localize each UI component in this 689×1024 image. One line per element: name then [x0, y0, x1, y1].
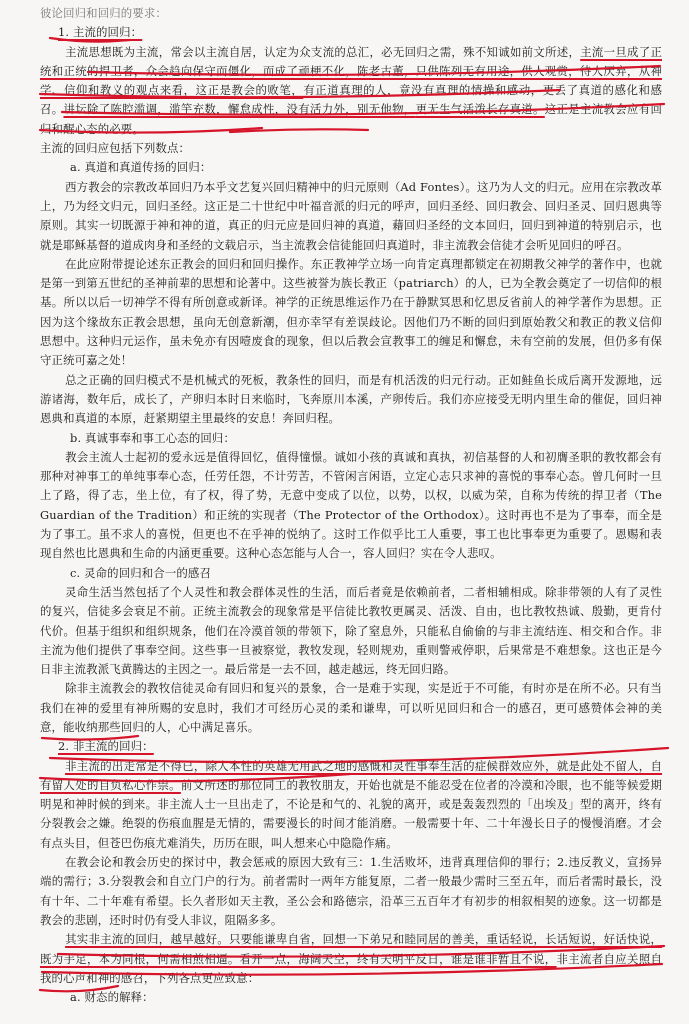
document-body	[40, 4, 662, 1007]
text-span: 这正是主流教会应有回归和醒心态的必要。	[40, 102, 662, 136]
subheading-service: b. 真诚事奉和事工心态的回归：	[70, 430, 236, 445]
heading-underlined: 2. 非主流的回归：	[58, 739, 154, 754]
section-heading-mainstream	[40, 23, 662, 42]
text-span: 有正道真理的人，竟没有真理的情操和感动，更丢了真道的感化和感召。	[40, 83, 662, 117]
subheading-finance: a. 财态的解释：	[70, 990, 154, 1005]
paragraph: 在此应附带提论述东正教会的回归和回归操作。东正教神学立场一向肯定真理都锁定在初期教父神学的著作中，也就是第一到第五世纪的圣神前辈的思想和论著中。这些被誉为族长教正（patriarch）的人，已为全教会奠定了一切信仰的根基。所以以后一切神学不得有所创意或新译。神学的正统思维运作乃在于静默冥思和忆思反省前人的神学著作为思想。正因为这个缘故东正教会思想，虽向无创意新潮，但亦幸罕有差误歧论。因他们乃不断的回归到原始教父和教正的教义信仰思想中。这种归元运作，虽未免亦有因噎废食的现象，但以后教会宣教事工的缠足和懈怠，未有空前的发展，但仍多有保守正统可嘉之处！	[40, 256, 662, 368]
underlined-span: 非主流的出走常是不得已，除人本性的英雄无用武之地的感慨和灵性事奉生活的症候群效应外，就是此处不留人，自有留人处的自负私心作祟。	[40, 758, 662, 792]
underlined-span: 讲坛除了陈腔滥调，滥竽充数，懈怠成性，没有活力外，别无他物，	[63, 102, 416, 117]
paragraph-mainstream-intro	[40, 43, 662, 139]
underlined-span: 其实非主流的回归，越早越好。只要能谦卑自省，回想一下弟兄和睦同居的善美，重话轻说，长话短说，好话快说，既为手足，本为同根，何需相煎相逼。看开一点，海阔天空，终有天明平反日，谁是谁非暂且不说，	[40, 932, 662, 966]
section-heading-non-mainstream	[40, 737, 662, 756]
text-span: 前文所述的那位同工的教牧朋友，开始也就是不能忍受在位者的冷漠和冷眼，也不能等候爱期明晃和神时候的到来。非主流人士一旦出走了，不论是和气的、礼貌的离开，或是轰轰烈烈的「出埃及」型的离开，终有分裂教会之嫌。绝裂的伤痕血腥是无情的，需要漫长的时间才能消磨。一般需要十年、二十年漫长日子的慢慢消磨。才会有点头目，但苍巴伤痕尤难消失，历历在眼，叫人想来心中隐隐作痛。	[40, 777, 662, 850]
list-intro: 主流的回归应包括下列数点：	[40, 141, 191, 156]
paragraph: 灵命生活当然包括了个人灵性和教会群体灵性的生活，而后者竟是依赖前者，二者相辅相成。除非带领的人有了灵性的复兴，信徒多会衰足不前。正统主流教会的现象常是平信徒比教牧更属灵、活泼、自由，也比教牧热诚、殷勤，更肯付代价。但基于组织和组织规条，他们在冷漠首领的带领下，除了窒息外，只能私自偷偷的与非主流结连、相交和合作。非主流为他们提供了事奉空间。这些事一旦被察觉，教牧发现，轻则规劝，重则警戒停职，后果常是不难想象。这也正是今日非主流教派飞黄腾达的主因之一。最后常是一去不回，越走越远，终无回归路。	[40, 584, 662, 677]
subheading-spiritual: c. 灵命的回归和合一的感召	[70, 565, 212, 580]
paragraph: 在教会论和教会历史的探讨中，教会惩戒的原因大致有三：1.生活败坏，违背真理信仰的罪行；2.违反教义，宣扬异端的需行；3.分裂教会和自立门户的行为。前者需时一两年方能复原，二者一般最少需时三至五年，而后者需时最长，没有十年、二十年难有希望。长久者形如天主教，圣公会和路德宗，沿革三五百年才有初步的相叙相契的迹象。这一切都是教会的悲剧，还时时仍有受人非议，阻隔多多。	[40, 855, 662, 927]
paragraph: 西方教会的宗教改革回归乃本乎文艺复兴回归精神中的归元原则（Ad Fontes）。这乃为人文的归元。应用在宗教改革上，乃为经文归元，回归圣经。这正是二十世纪中叶福音派的归元的呼声，回归圣经、回归教会、回归圣灵、回归恩典等原则。其实一切既源于神和神的道，真正的归元应是回归神的真道，藉回归圣经的文本回归，回归到神道的特别启示，也就是耶稣基督的道成肉身和圣经的文载启示，当主流教会信徒能回归真道时，非主流教会信徒才会听见回归的呼召。	[40, 179, 662, 252]
top-line: 彼论回归和回归的要求：	[40, 6, 167, 20]
underlined-span: 更无生气活泼长存真道。	[415, 102, 545, 117]
paragraph: 总之正确的回归模式不是机械式的死板，教条性的回归，而是有机活泼的归元行动。正如鲑鱼长成后离开发源地，远游诸海，数年后，成长了，产卵归本时日来临时，飞奔原川本溪，产卵传后。我们亦应接受无明内里生命的催促，回归神恩典和真道的本原，赶紧期望主里最终的安息！奔回归程。	[40, 372, 662, 426]
subheading-truth: a. 真道和真道传扬的回归：	[70, 160, 212, 175]
heading-underlined: 1. 主流的回归：	[58, 25, 143, 40]
paragraph: 教会主流人士起初的爱永远是值得回忆，值得憧憬。诚如小孩的真诚和真执，初信基督的人和初膺圣职的教牧都会有那种对神事工的单纯事奉心态，任劳任怨，不计劳苦，不管闲言闲语，立定心志只求神的喜悦的事奉心态。曾几何时一旦上了路，得了志，坐上位，有了权，得了势，无意中变成了以位，以势，以权，以威为荣，自称为传统的捍卫者（The Guardian of the Tradition）和正统的实现者（The Protector of the Orthodox）。这时再也不是为了事奉，而全是为了事工。虽不求人的喜悦，但更也不在乎神的悦纳了。这时工作似乎比工人重要，事工也比事奉更为重要了。恩赐和表现自然也比恩典和生命的内涵更重要。这种心态怎能与人合一，容人回归？实在令人悲叹。	[40, 449, 662, 561]
underlined-span: 主流一旦成了正统和正统的捍卫者，众会趋向保守而僵化，而成了顽梗不化，陈老古董，只供陈列无有用途，供人观赏，待人厌弃，从神学、信仰和教义的观点来看，这正是教会的败笔，	[40, 44, 662, 98]
paragraph	[40, 930, 662, 988]
paragraph: 除非主流教会的教牧信徒灵命有回归和复兴的景象，合一是难于实现，实是近于不可能，有时亦是在所不必。只有当我们在神的爱里有神所赐的安息时，我们才可经历心灵的柔和谦卑，可以听见回归和合一的感召，更可感赞体会神的美意，能收纳那些回归的人，心中满足喜乐。	[40, 681, 662, 734]
text-span: 主流思想既为主流，常会以主流自居，认定为众支流的总汇，必无回归之需，殊不知诚如前文所述，	[65, 44, 581, 59]
text-span: 非主流者自应关照自我的心声和神的感召，下列各点更应致意：	[40, 951, 662, 985]
paragraph	[40, 757, 662, 853]
